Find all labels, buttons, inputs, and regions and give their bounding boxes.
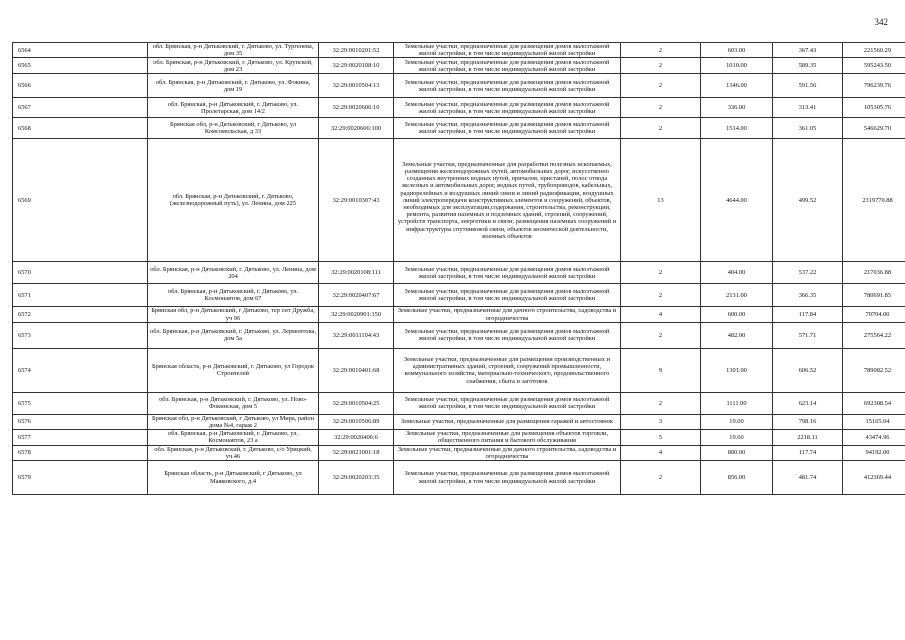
area-cell: 19.60 <box>701 430 773 445</box>
use-group-cell: 13 <box>621 139 701 262</box>
area-cell: 19.00 <box>701 414 773 429</box>
record-number-cell: 6578 <box>13 445 148 460</box>
land-use-cell: Земельные участки, предназначенные для размещения гаражей и автостоянок <box>394 414 621 429</box>
cadastral-value-cell: 692308.54 <box>843 392 905 414</box>
address-cell: обл. Брянская, р-н Дятьковский, г. Дятьково, ул. Космонавтов, 23 а <box>148 430 319 445</box>
area-cell: 2131.00 <box>701 284 773 307</box>
land-use-cell: Земельные участки, предназначенные для размещения домов малоэтажной жилой застройки, в том числе индивидуальной жилой застройки <box>394 262 621 284</box>
use-group-cell: 2 <box>621 392 701 414</box>
cadastral-number-cell: 32:29:0010506:89 <box>319 414 394 429</box>
table-row <box>13 445 905 460</box>
use-group-cell: 2 <box>621 322 701 348</box>
land-use-cell: Земельные участки, предназначенные для размещения производственных и административных зданий, строений, сооружений промышленности, коммунального хозяйства, материально-технического, продовольственного снабжения, сбыта и заготовок <box>394 348 621 392</box>
table-row <box>13 58 905 74</box>
area-cell: 1514.00 <box>701 118 773 139</box>
table-row <box>13 118 905 139</box>
use-group-cell: 2 <box>621 43 701 58</box>
cadastral-value-cell: 546629.70 <box>843 118 905 139</box>
address-cell: обл. Брянская, р-н Дятьковский, г. Дятьково, ул. Ново-Фокинская, дом 5 <box>148 392 319 414</box>
cadastral-number-cell: 32:29:0020606:10 <box>319 98 394 118</box>
record-number-cell: 6571 <box>13 284 148 307</box>
area-cell: 1346.00 <box>701 74 773 98</box>
use-group-cell: 2 <box>621 74 701 98</box>
register-body <box>13 43 905 495</box>
land-use-cell: Земельные участки, предназначенные для разработки полезных ископаемых, размещения железнодорожных путей, автомобильных дорог, искусственно созданных внутренних водных путей, причалов, пристаней, полос отвода железных и автомобильных дорог, водных путей, трубопроводов, кабельных, радиорелейных и воздушных линий связи и линий радиофикации, воздушных линий электропередачи конструктивных элементов и сооружений, объектов, необходимых для эксплуатации,содержания, строительства, реконструкции, ремонта, развития наземных и подземных зданий, строений, сооружений, устройств транспорта, энергетики и связи; размещения наземных сооружений и инфраструктуры спутниковой связи, объектов космической деятельности, военных объектов <box>394 139 621 262</box>
area-cell: 4644.00 <box>701 139 773 262</box>
cadastral-number-cell: 32:29:0010504:13 <box>319 74 394 98</box>
address-cell: обл. Брянская, р-н Дятьковский, г. Дятьково, ул. Тургенева, дом 35 <box>148 43 319 58</box>
address-cell: обл. Брянская, р-н Дятьковский, г. Дятьково, ул. Лермонтова, дом 5а <box>148 322 319 348</box>
cadastral-number-cell: 32:29:0020108:10 <box>319 58 394 74</box>
cadastral-value-cell: 105305.76 <box>843 98 905 118</box>
cadastral-value-cell: 789082.52 <box>843 348 905 392</box>
page-number: 342 <box>874 17 888 27</box>
table-row <box>13 284 905 307</box>
record-number-cell: 6576 <box>13 414 148 429</box>
use-group-cell: 9 <box>621 348 701 392</box>
cadastral-value-cell: 780691.85 <box>843 284 905 307</box>
land-use-cell: Земельные участки, предназначенные для размещения домов малоэтажной жилой застройки, в том числе индивидуальной жилой застройки <box>394 118 621 139</box>
use-group-cell: 5 <box>621 430 701 445</box>
cadastral-number-cell: 32:29:0010504:25 <box>319 392 394 414</box>
unit-rate-cell: 367.43 <box>773 43 843 58</box>
land-use-cell: Земельные участки, предназначенные для размещения домов малоэтажной жилой застройки, в том числе индивидуальной жилой застройки <box>394 284 621 307</box>
area-cell: 1301.00 <box>701 348 773 392</box>
address-cell: Брянская область, р-н Дятьковский, г. Дятьково, ул Городок Строителей <box>148 348 319 392</box>
record-number-cell: 6577 <box>13 430 148 445</box>
address-cell: обл. Брянская, р-н Дятьковский, г. Дятьково, ул. Пролетарская, дом 14/2 <box>148 98 319 118</box>
use-group-cell: 4 <box>621 445 701 460</box>
record-number-cell: 6579 <box>13 461 148 495</box>
table-row <box>13 262 905 284</box>
unit-rate-cell: 366.35 <box>773 284 843 307</box>
land-use-cell: Земельные участки, предназначенные для размещения домов малоэтажной жилой застройки, в том числе индивидуальной жилой застройки <box>394 461 621 495</box>
land-use-cell: Земельные участки, предназначенные для размещения домов малоэтажной жилой застройки, в том числе индивидуальной жилой застройки <box>394 392 621 414</box>
cadastral-number-cell: 32:29:0010201:52 <box>319 43 394 58</box>
record-number-cell: 6569 <box>13 139 148 262</box>
table-row <box>13 322 905 348</box>
table-row <box>13 430 905 445</box>
use-group-cell: 2 <box>621 98 701 118</box>
cadastral-value-cell: 595243.50 <box>843 58 905 74</box>
land-cadastral-register-table <box>12 42 905 495</box>
cadastral-value-cell: 217036.88 <box>843 262 905 284</box>
address-cell: обл. Брянская, р-н Дятьковский, г. Дятьково, ул. Фокина, дом 19 <box>148 74 319 98</box>
record-number-cell: 6575 <box>13 392 148 414</box>
area-cell: 482.00 <box>701 322 773 348</box>
land-use-cell: Земельные участки, предназначенные для размещения домов малоэтажной жилой застройки, в том числе индивидуальной жилой застройки <box>394 74 621 98</box>
area-cell: 603.00 <box>701 43 773 58</box>
unit-rate-cell: 481.74 <box>773 461 843 495</box>
record-number-cell: 6570 <box>13 262 148 284</box>
address-cell: обл. Брянская, р-н Дятьковский, г. Дятьково, с/о Урицкий, уч.46 <box>148 445 319 460</box>
table-row <box>13 98 905 118</box>
land-use-cell: Земельные участки, предназначенные для размещения объектов торговли, общественного питания и бытового обслуживания <box>394 430 621 445</box>
unit-rate-cell: 798.16 <box>773 414 843 429</box>
record-number-cell: 6567 <box>13 98 148 118</box>
use-group-cell: 2 <box>621 58 701 74</box>
address-cell: Брянская обл, р-н Дятьковский, г Дятьково, ул Мира, район дома №4, гараж 2 <box>148 414 319 429</box>
record-number-cell: 6574 <box>13 348 148 392</box>
cadastral-number-cell: 32:29:0011104:43 <box>319 322 394 348</box>
address-cell: Брянская обл, р-н Дятьковский, г Дятьково, ул Комсомольская, д 33 <box>148 118 319 139</box>
record-number-cell: 6564 <box>13 43 148 58</box>
area-cell: 1010.00 <box>701 58 773 74</box>
cadastral-value-cell: 221560.29 <box>843 43 905 58</box>
table-row <box>13 139 905 262</box>
use-group-cell: 2 <box>621 284 701 307</box>
cadastral-value-cell: 43474.96 <box>843 430 905 445</box>
cadastral-number-cell: 32:29:0020901:150 <box>319 307 394 322</box>
address-cell: обл. Брянская, р-н Дятьковский, г. Дятьково, ул. Космонавтов, дом 67 <box>148 284 319 307</box>
cadastral-number-cell: 32:29:0020108:111 <box>319 262 394 284</box>
cadastral-value-cell: 70704.00 <box>843 307 905 322</box>
area-cell: 404.00 <box>701 262 773 284</box>
land-use-cell: Земельные участки, предназначенные для размещения домов малоэтажной жилой застройки, в том числе индивидуальной жилой застройки <box>394 322 621 348</box>
cadastral-number-cell: 32:29:0020606:100 <box>319 118 394 139</box>
table-row <box>13 392 905 414</box>
use-group-cell: 2 <box>621 118 701 139</box>
cadastral-number-cell: 32:29:0010401:68 <box>319 348 394 392</box>
table-row <box>13 414 905 429</box>
cadastral-value-cell: 796239.76 <box>843 74 905 98</box>
cadastral-value-cell: 275564.22 <box>843 322 905 348</box>
record-number-cell: 6572 <box>13 307 148 322</box>
record-number-cell: 6566 <box>13 74 148 98</box>
address-cell: Брянская область, р-н Дятьковский, г Дятьково, ул Маяковского, д.4 <box>148 461 319 495</box>
unit-rate-cell: 499.52 <box>773 139 843 262</box>
use-group-cell: 2 <box>621 461 701 495</box>
table-row <box>13 43 905 58</box>
cadastral-number-cell: 32:29:0020203:35 <box>319 461 394 495</box>
area-cell: 336.00 <box>701 98 773 118</box>
use-group-cell: 3 <box>621 414 701 429</box>
address-cell: обл. Брянская, р-н Дятьковский, г. Дятьково, (железнодорожный путь), ул. Ленина, дом 225 <box>148 139 319 262</box>
area-cell: 856.00 <box>701 461 773 495</box>
cadastral-number-cell: 32:29:0020406:6 <box>319 430 394 445</box>
area-cell: 1111.00 <box>701 392 773 414</box>
record-number-cell: 6573 <box>13 322 148 348</box>
cadastral-number-cell: 32:29:0020407:67 <box>319 284 394 307</box>
land-use-cell: Земельные участки, предназначенные для дачного строительства, садоводства и огородничества <box>394 307 621 322</box>
cadastral-number-cell: 32:29:0010307:43 <box>319 139 394 262</box>
unit-rate-cell: 361.05 <box>773 118 843 139</box>
land-use-cell: Земельные участки, предназначенные для размещения домов малоэтажной жилой застройки, в том числе индивидуальной жилой застройки <box>394 98 621 118</box>
unit-rate-cell: 606.52 <box>773 348 843 392</box>
record-number-cell: 6568 <box>13 118 148 139</box>
cadastral-value-cell: 94192.00 <box>843 445 905 460</box>
area-cell: 800.00 <box>701 445 773 460</box>
use-group-cell: 2 <box>621 262 701 284</box>
table-row <box>13 307 905 322</box>
unit-rate-cell: 589.35 <box>773 58 843 74</box>
unit-rate-cell: 591.56 <box>773 74 843 98</box>
land-use-cell: Земельные участки, предназначенные для размещения домов малоэтажной жилой застройки, в том числе индивидуальной жилой застройки <box>394 43 621 58</box>
cadastral-number-cell: 32:29:0021001:18 <box>319 445 394 460</box>
table-row <box>13 74 905 98</box>
cadastral-value-cell: 412369.44 <box>843 461 905 495</box>
unit-rate-cell: 623.14 <box>773 392 843 414</box>
address-cell: обл. Брянская, р-н Дятьковский, г. Дятьково, ул. Ленина, дом 204 <box>148 262 319 284</box>
unit-rate-cell: 2218.11 <box>773 430 843 445</box>
table-row <box>13 348 905 392</box>
unit-rate-cell: 313.41 <box>773 98 843 118</box>
unit-rate-cell: 117.74 <box>773 445 843 460</box>
land-use-cell: Земельные участки, предназначенные для размещения домов малоэтажной жилой застройки, в том числе индивидуальной жилой застройки <box>394 58 621 74</box>
land-use-cell: Земельные участки, предназначенные для дачного строительства, садоводства и огородничества <box>394 445 621 460</box>
table-row <box>13 461 905 495</box>
address-cell: Брянская обл, р-н Дятьковский, г Дятьково, тер снт Дружба, уч 96 <box>148 307 319 322</box>
unit-rate-cell: 537.22 <box>773 262 843 284</box>
address-cell: обл. Брянская, р-н Дятьковский, г. Дятьково, ул. Крупской, дом 23 <box>148 58 319 74</box>
use-group-cell: 4 <box>621 307 701 322</box>
unit-rate-cell: 117.84 <box>773 307 843 322</box>
record-number-cell: 6565 <box>13 58 148 74</box>
cadastral-value-cell: 15165.04 <box>843 414 905 429</box>
cadastral-value-cell: 2319770.88 <box>843 139 905 262</box>
area-cell: 600.00 <box>701 307 773 322</box>
unit-rate-cell: 571.71 <box>773 322 843 348</box>
